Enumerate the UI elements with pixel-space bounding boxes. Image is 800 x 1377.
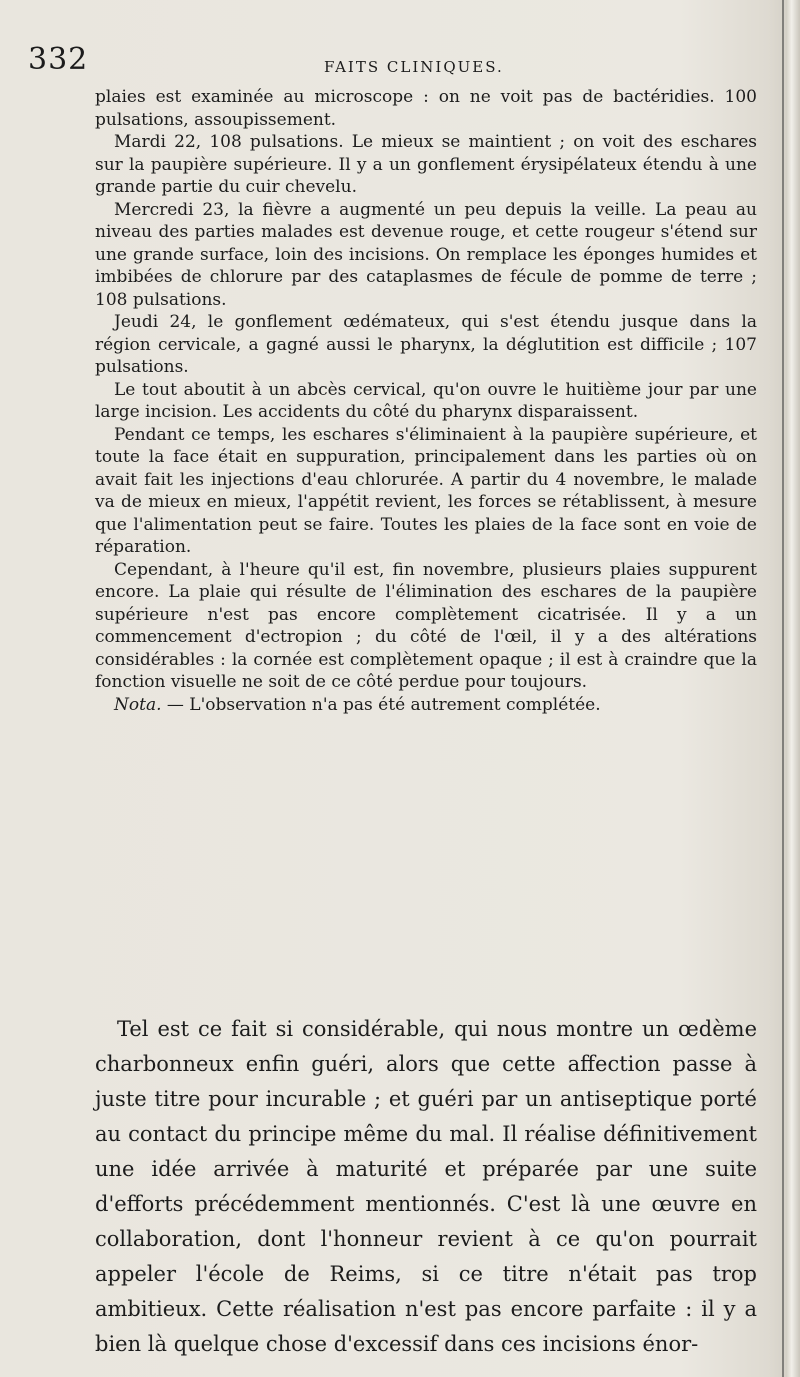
commentary-paragraph: Tel est ce fait si considérable, qui nous montre un œdème charbonneux enfin guéri, alors que cette affection passe à juste titre pour incurable ; et guéri par un antiseptique porté au contact du principe même du mal. Il réalise définitivement une idée arrivée à maturité et préparée par une suite d'efforts précédemment mentionnés. C'est là une œuvre en collaboration, dont l'honneur revient à ce qu'on pourrait appeler l'école de Reims, si ce titre n'était pas trop ambitieux. Cette réalisation n'est pas encore parfaite : il y a bien là quelque chose d'excessif dans ces incisions énor- xyxy=(95,1017,757,1356)
nota-paragraph xyxy=(95,694,757,717)
page-header xyxy=(28,42,768,82)
page-number: 332 xyxy=(28,42,89,77)
observation-paragraph: Jeudi 24, le gonflement œdémateux, qui s'est étendu jusque dans la région cervicale, a gagné aussi le pharynx, la déglutition est difficile ; 107 pulsations. xyxy=(95,312,757,377)
running-head: FAITS CLINIQUES. xyxy=(324,58,504,76)
nota-label: Nota. xyxy=(114,694,162,715)
observation-paragraph: Le tout aboutit à un abcès cervical, qu'on ouvre le huitième jour par une large incision. Les accidents du côté du pharynx disparaissent. xyxy=(95,379,757,422)
commentary-text xyxy=(95,1012,757,1362)
page-edge xyxy=(786,0,800,1377)
observation-paragraph: Mercredi 23, la fièvre a augmenté un peu depuis la veille. La peau au niveau des parties malades est devenue rouge, et cette rougeur s'étend sur une grande surface, loin des incisions. On remplace les éponges humides et imbibées de chlorure par des cataplasmes de fécule de pomme de terre ; 108 pulsations. xyxy=(95,199,757,310)
observation-text xyxy=(95,86,757,716)
nota-text: — L'observation n'a pas été autrement complétée. xyxy=(161,694,601,715)
observation-paragraph: Mardi 22, 108 pulsations. Le mieux se maintient ; on voit des eschares sur la paupière supérieure. Il y a un gonflement érysipélateux étendu à une grande partie du cuir chevelu. xyxy=(95,132,757,197)
observation-paragraph: plaies est examinée au microscope : on ne voit pas de bactéridies. 100 pulsations, assoupissement. xyxy=(95,87,757,130)
binding-shadow xyxy=(782,0,784,1377)
observation-paragraph: Pendant ce temps, les eschares s'éliminaient à la paupière supérieure, et toute la face était en suppuration, principalement dans les parties où on avait fait les injections d'eau chlorurée. A partir du 4 novembre, le malade va de mieux en mieux, l'appétit revient, les forces se rétablissent, à mesure que l'alimentation peut se faire. Toutes les plaies de la face sont en voie de réparation. xyxy=(95,424,757,557)
observation-paragraph: Cependant, à l'heure qu'il est, fin novembre, plusieurs plaies suppurent encore. La plaie qui résulte de l'élimination des eschares de la paupière supérieure n'est pas encore complètement cicatrisée. Il y a un commencement d'ectropion ; du côté de l'œil, il y a des altérations considérables : la cornée est complètement opaque ; il est à craindre que la fonction visuelle ne soit de ce côté perdue pour toujours. xyxy=(95,559,757,692)
